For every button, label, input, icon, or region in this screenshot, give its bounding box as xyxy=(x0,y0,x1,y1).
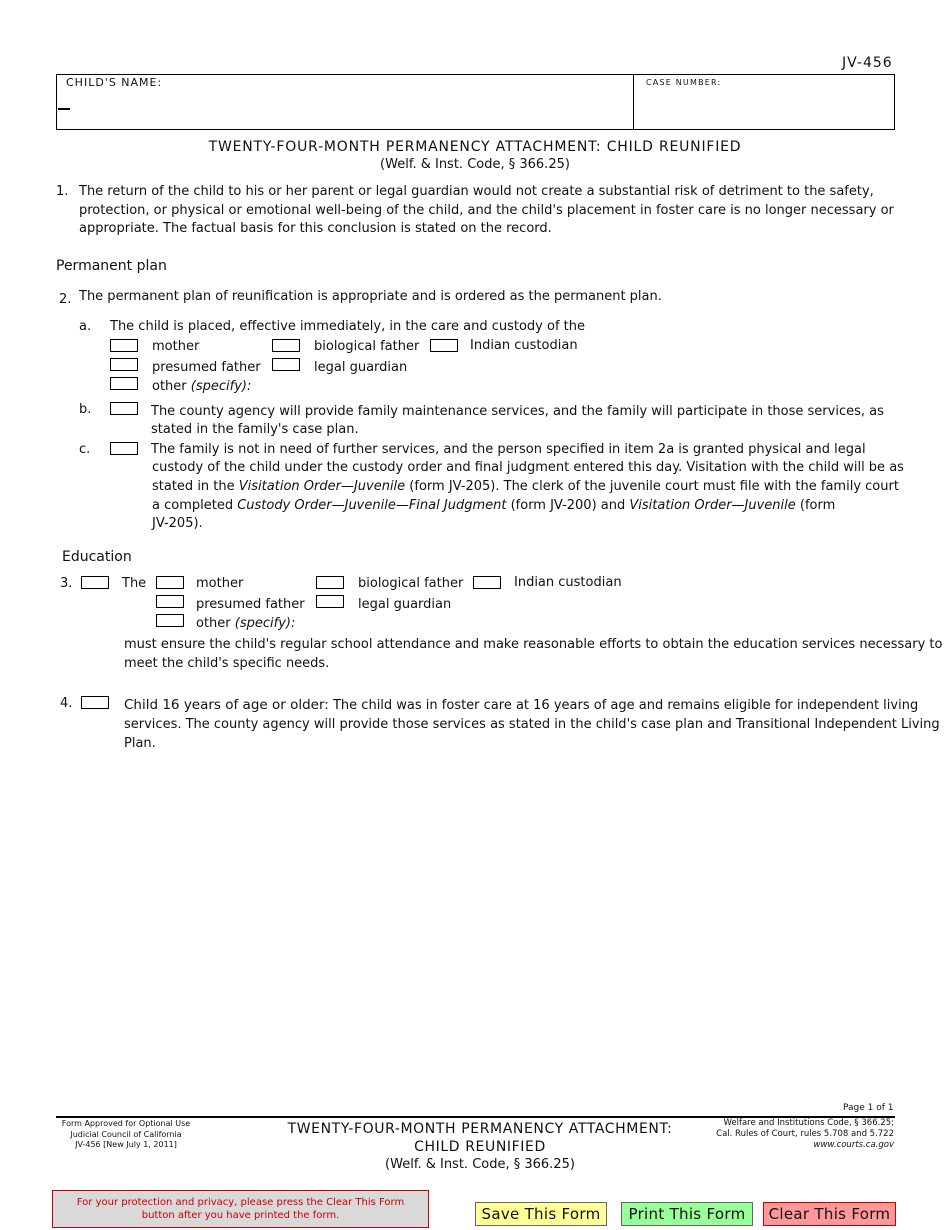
item2b-label: b. xyxy=(79,402,92,417)
custody-order-title: Custody Order—Juvenile—Final Judgment xyxy=(237,498,507,513)
checkbox-3-other[interactable] xyxy=(156,614,184,627)
label-3-biological-father: biological father xyxy=(358,576,464,591)
item4-line: Plan. xyxy=(124,736,156,751)
courts-website-link[interactable]: www.courts.ca.gov xyxy=(813,1140,894,1150)
footer-left-line: Form Approved for Optional Use xyxy=(61,1119,191,1128)
item2a-text: The child is placed, effective immediately, in the care and custody of the xyxy=(110,319,586,334)
item2b-line: The county agency will provide family maintenance services, and the family will participate in those services, as xyxy=(151,404,884,419)
item4-line1-rest: The child was in foster care at 16 years of age and remains eligible for independent living xyxy=(328,698,919,713)
checkbox-3-biological-father[interactable] xyxy=(316,576,344,589)
caption-divider xyxy=(633,74,634,130)
item1-line: The return of the child to his or her parent or legal guardian would not create a substantial risk of detriment to the safety, xyxy=(79,184,874,199)
education-heading: Education xyxy=(62,549,132,565)
item3-line: must ensure the child's regular school attendance and make reasonable efforts to obtain the education services necessary to xyxy=(124,637,943,652)
label-3-legal-guardian: legal guardian xyxy=(358,597,452,612)
label-2a-biological-father: biological father xyxy=(314,339,420,354)
item2c-line: JV-205). xyxy=(152,516,203,531)
checkbox-3-mother[interactable] xyxy=(156,576,184,589)
item2-text: The permanent plan of reunification is appropriate and is ordered as the permanent plan. xyxy=(79,289,662,304)
footer-right xyxy=(690,1118,894,1151)
checkbox-2a-indian-custodian[interactable] xyxy=(430,339,458,352)
item3-the: The xyxy=(122,576,147,591)
item4-line: services. The county agency will provide those services as stated in the child's case plan and Transitional Independent Living xyxy=(124,717,940,732)
item4-line xyxy=(124,696,918,715)
specify-text: (specify): xyxy=(234,616,296,631)
checkbox-2a-mother[interactable] xyxy=(110,339,138,352)
checkbox-2c[interactable] xyxy=(110,442,138,455)
text-cursor xyxy=(58,108,70,110)
footer-title xyxy=(265,1120,695,1173)
checkbox-3-legal-guardian[interactable] xyxy=(316,595,344,608)
c4-pre: a completed xyxy=(152,498,238,513)
checkbox-4[interactable] xyxy=(81,696,109,709)
checkbox-3[interactable] xyxy=(81,576,109,589)
footer-title-line: (Welf. & Inst. Code, § 366.25) xyxy=(385,1157,575,1172)
item1-line: protection, or physical or emotional well-being of the child, and the child's placement in foster care is no longer necessary or xyxy=(79,203,894,218)
c3-pre: stated in the xyxy=(152,479,239,494)
label-3-mother: mother xyxy=(196,576,244,591)
item1-number: 1. xyxy=(56,184,69,199)
permanent-plan-heading: Permanent plan xyxy=(56,258,167,274)
checkbox-3-presumed-father[interactable] xyxy=(156,595,184,608)
print-form-button[interactable]: Print This Form xyxy=(621,1202,753,1226)
item4-lead: Child 16 years of age or older: xyxy=(124,697,329,713)
item2c-line xyxy=(152,496,835,515)
form-subtitle: (Welf. & Inst. Code, § 366.25) xyxy=(380,157,570,172)
item2c-line: custody of the child under the custody order and final judgment entered this day. Visitation with the child will be as xyxy=(152,460,904,475)
label-2a-presumed-father: presumed father xyxy=(152,360,261,375)
item4-number: 4. xyxy=(60,696,73,711)
checkbox-3-indian-custodian[interactable] xyxy=(473,576,501,589)
checkbox-2a-presumed-father[interactable] xyxy=(110,358,138,371)
checkbox-2a-legal-guardian[interactable] xyxy=(272,358,300,371)
item2b-line: stated in the family's case plan. xyxy=(151,422,359,437)
form-number: JV-456 xyxy=(842,55,893,71)
child-name-label: CHILD'S NAME: xyxy=(66,76,163,89)
privacy-notice-line: For your protection and privacy, please press the Clear This Form xyxy=(76,1197,405,1208)
label-2a-other xyxy=(152,377,251,396)
item2c-line: The family is not in need of further services, and the person specified in item 2a is granted physical and legal xyxy=(151,442,866,457)
footer-right-line: Welfare and Institutions Code, § 366.25; xyxy=(723,1118,894,1128)
item1-line: appropriate. The factual basis for this conclusion is stated on the record. xyxy=(79,221,552,236)
footer-left-line: Judicial Council of California xyxy=(70,1129,182,1139)
visitation-order-title: Visitation Order—Juvenile xyxy=(238,479,406,494)
item2-number: 2. xyxy=(59,292,72,307)
item3-number: 3. xyxy=(60,576,73,591)
save-form-button[interactable]: Save This Form xyxy=(475,1202,607,1226)
item2a-label: a. xyxy=(79,319,92,334)
c3-post: (form JV-205). The clerk of the juvenile court must file with the family court xyxy=(405,479,899,494)
c4-post: (form xyxy=(795,498,836,513)
other-text: other xyxy=(196,616,231,631)
footer-left-line: JV-456 [New July 1, 2011] xyxy=(75,1140,177,1149)
c4-mid: (form JV-200) and xyxy=(506,498,630,513)
footer-right-line: Cal. Rules of Court, rules 5.708 and 5.722 xyxy=(716,1129,894,1139)
item2c-line xyxy=(152,477,899,496)
specify-text: (specify): xyxy=(190,379,252,394)
label-3-presumed-father: presumed father xyxy=(196,597,305,612)
label-2a-indian-custodian: Indian custodian xyxy=(470,338,578,353)
privacy-notice xyxy=(52,1190,429,1228)
item3-line: meet the child's specific needs. xyxy=(124,656,330,671)
checkbox-2a-other[interactable] xyxy=(110,377,138,390)
form-title: TWENTY-FOUR-MONTH PERMANENCY ATTACHMENT: CHILD REUNIFIED xyxy=(208,139,742,155)
footer-title-line: CHILD REUNIFIED xyxy=(414,1139,546,1155)
other-text: other xyxy=(152,379,187,394)
label-3-other xyxy=(196,614,295,633)
item2c-label: c. xyxy=(79,442,91,457)
visitation-order-title: Visitation Order—Juvenile xyxy=(629,498,796,513)
label-3-indian-custodian: Indian custodian xyxy=(514,575,622,590)
clear-form-button[interactable]: Clear This Form xyxy=(763,1202,896,1226)
page-number: Page 1 of 1 xyxy=(843,1103,894,1113)
label-2a-mother: mother xyxy=(152,339,200,354)
checkbox-2b[interactable] xyxy=(110,402,138,415)
case-number-field[interactable] xyxy=(636,92,892,128)
footer-left xyxy=(56,1119,196,1151)
child-name-field[interactable] xyxy=(58,92,630,128)
label-2a-legal-guardian: legal guardian xyxy=(314,360,408,375)
footer-title-line: TWENTY-FOUR-MONTH PERMANENCY ATTACHMENT: xyxy=(287,1121,673,1137)
privacy-notice-line: button after you have printed the form. xyxy=(141,1210,340,1221)
case-number-label: CASE NUMBER: xyxy=(646,78,722,87)
checkbox-2a-biological-father[interactable] xyxy=(272,339,300,352)
